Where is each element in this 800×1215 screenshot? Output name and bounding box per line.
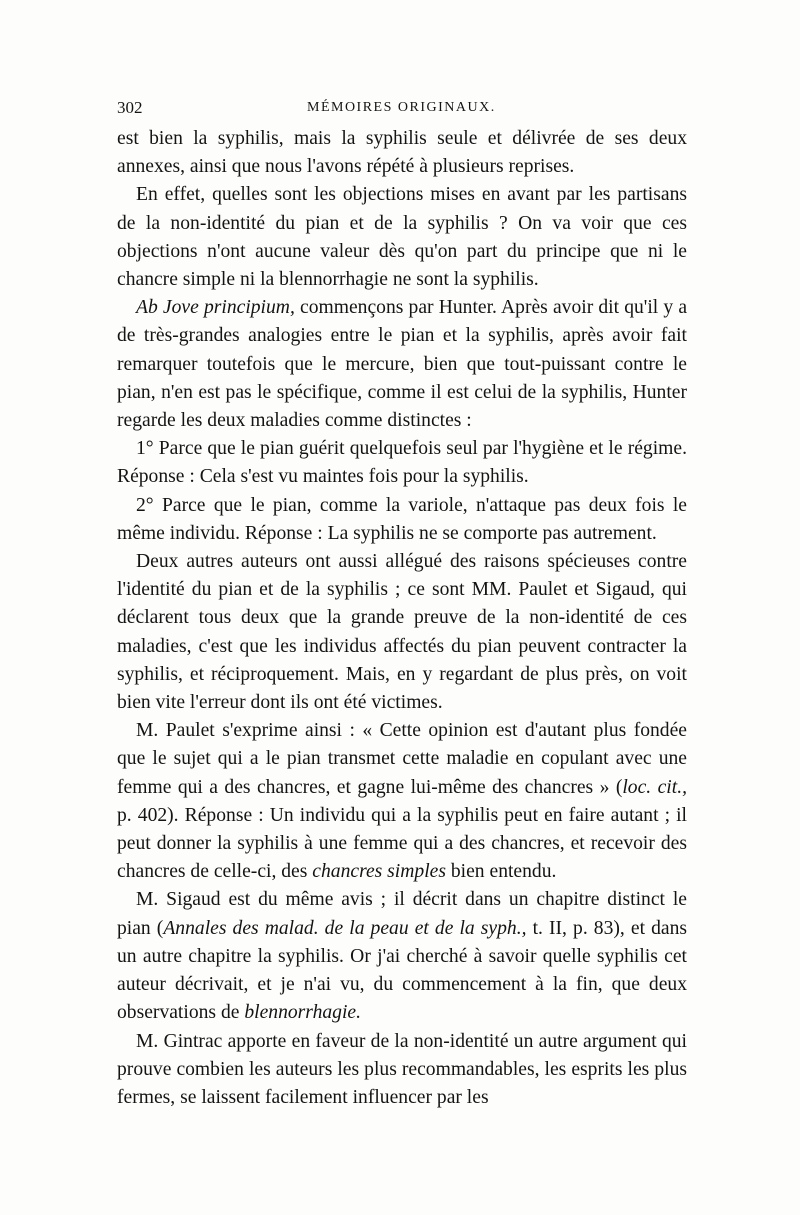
page-number: 302 xyxy=(117,98,143,117)
text-segment: M. Gintrac apporte en faveur de la non-identité un autre argument qui prouve combien les auteurs les plus recommandables, les esprits les plus fermes, se laissent facilement influencer par les xyxy=(117,1030,687,1108)
text-segment: p. 402). Réponse : Un individu qui a la syphilis peut en faire autant ; il peut donner la syphilis à une femme qui a des chancres, et recevoir des chancres de celle-ci, des xyxy=(117,804,687,883)
paragraph-1 xyxy=(117,125,687,181)
text-segment: M. Paulet s'exprime ainsi : « Cette opinion est d'autant plus fondée que le sujet qui a le pian transmet cette maladie en copulant avec une femme qui a des chancres, et gagne lui-même des chancres » ( xyxy=(117,720,687,798)
body-text xyxy=(117,125,687,1112)
paragraph-7 xyxy=(117,717,687,886)
text-segment: En effet, quelles sont les objections mises en avant par les partisans de la non-identité du pian et de la syphilis ? On va voir que ces objections n'ont aucune valeur dès qu'on part du principe que ni le chancre simple ni la blennorrhagie ne sont la syphilis. xyxy=(117,184,687,291)
paragraph-4 xyxy=(117,435,687,491)
text-segment: bien entendu. xyxy=(445,861,557,883)
paragraph-3 xyxy=(117,294,687,435)
text-segment: t. II, p. 83), et dans un autre chapitre la syphilis. Or j'ai cherché à savoir quelle syphilis cet auteur décrivait, et je n'ai vu, du commencement à la fin, que deux observations de xyxy=(117,917,687,1024)
italic-segment: blennorrhagie. xyxy=(244,1002,361,1024)
text-segment: M. Sigaud est du même avis ; il décrit dans un chapitre distinct le pian ( xyxy=(117,889,687,939)
running-title: MÉMOIRES ORIGINAUX. xyxy=(307,100,496,115)
paragraph-2 xyxy=(117,181,687,294)
paragraph-8 xyxy=(117,886,687,1027)
text-segment: est bien la syphilis, mais la syphilis seule et délivrée de ses deux annexes, ainsi que nous l'avons répété à plusieurs reprises. xyxy=(117,128,687,178)
paragraph-9 xyxy=(117,1028,687,1113)
page-header xyxy=(117,98,685,122)
paragraph-5 xyxy=(117,492,687,548)
text-segment: 1° Parce que le pian guérit quelquefois seul par l'hygiène et le régime. Réponse : Cela s'est vu maintes fois pour la syphilis. xyxy=(117,438,687,488)
text-segment: commençons par Hunter. Après avoir dit qu'il y a de très-grandes analogies entre le pian et la syphilis, après avoir fait remarquer toutefois que le mercure, bien que tout-puissant contre le pian, n'en est pas le spécifique, comme il est celui de la syphilis, Hunter regarde les deux maladies comme distinctes : xyxy=(117,297,688,432)
text-segment: Deux autres auteurs ont aussi allégué des raisons spécieuses contre l'identité du pian et de la syphilis ; ce sont MM. Paulet et Sigaud, qui déclarent tous deux que la grande preuve de la non-identité de ces maladies, c'est que les individus affectés du pian peuvent contracter la syphilis, et réciproquement. Mais, en y regardant de plus près, on voit bien vite l'erreur dont ils ont été victimes. xyxy=(117,551,687,714)
italic-segment: Annales des malad. de la peau et de la syph., xyxy=(163,917,527,939)
paragraph-6 xyxy=(117,548,687,717)
italic-segment: chancres simples xyxy=(312,861,446,883)
italic-segment: Ab Jove principium, xyxy=(136,297,295,319)
text-segment: 2° Parce que le pian, comme la variole, n'attaque pas deux fois le même individu. Réponse : La syphilis ne se comporte pas autrement. xyxy=(117,494,687,544)
italic-segment: loc. cit., xyxy=(622,776,687,798)
